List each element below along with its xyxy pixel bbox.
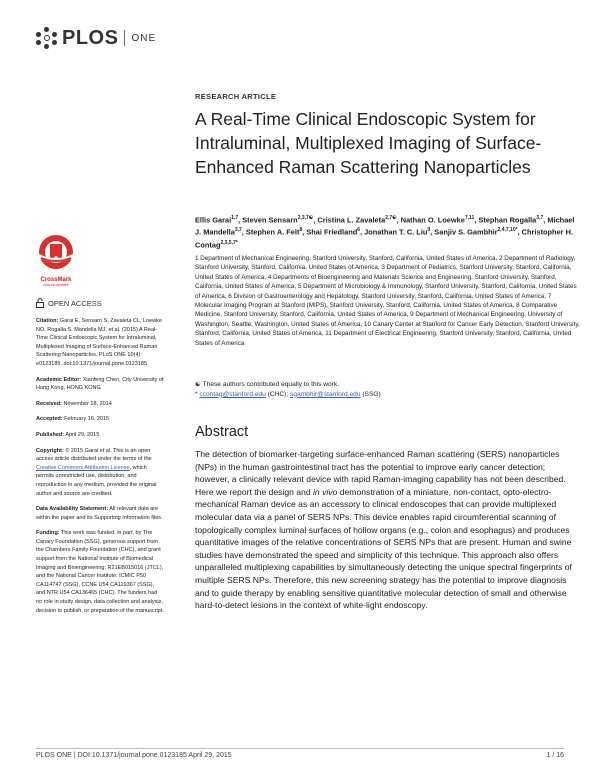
- copyright-label: Copyright:: [36, 447, 64, 454]
- article-title: A Real-Time Clinical Endoscopic System for Intraluminal, Multiplexed Imaging of Surface-Enhanced Raman Scattering Nanoparticles: [195, 109, 542, 177]
- published-date: [36, 431, 164, 440]
- corresponding-emails: [195, 390, 575, 400]
- plos-dots-icon: [36, 27, 58, 49]
- page-number: 1 / 16: [546, 752, 564, 759]
- open-access-label: OPEN ACCESS: [48, 298, 102, 308]
- funding: [36, 529, 164, 615]
- accepted-label: Accepted:: [36, 416, 63, 423]
- data-availability: [36, 505, 164, 522]
- logo-text: PLOS: [62, 26, 119, 49]
- author-notes: [195, 380, 575, 399]
- copyright-text-2: , which permits unrestricted use, distribution, and reproduction in any medium, provided the original author and source are credited.: [36, 464, 157, 497]
- open-lock-icon: [36, 298, 44, 308]
- article-type: RESEARCH ARTICLE: [195, 92, 277, 101]
- copyright: [36, 447, 164, 499]
- author-affiliation-sup: 1,7: [231, 215, 239, 221]
- abstract-text-1: The detection of biomarker-targeting surface-enhanced Raman scattering (SERS) nanoparticles (NPs) in the human gastrointestinal tract has the potential to improve early cancer detection; however, a clinically relevant device with rapid Raman-imaging capability has not been described. Here we report the design and: [195, 449, 566, 497]
- cc-license-link[interactable]: Creative Commons Attribution License: [36, 464, 130, 471]
- author-name: Steven Sensarn: [242, 215, 298, 225]
- author-name: Stephan Rogalla: [478, 215, 537, 225]
- author-affiliation-sup: 2,3,5,7*: [220, 239, 238, 246]
- received-date: [36, 400, 164, 409]
- author-name: Christopher H. Contag: [195, 227, 573, 250]
- logo-divider: [124, 30, 125, 46]
- author-name: Ellis Garai: [195, 215, 232, 225]
- author-name: Cristina L. Zavaleta: [317, 215, 386, 225]
- author-name: Michael J. Mandella: [195, 215, 575, 237]
- editor-label: Academic Editor:: [36, 376, 82, 383]
- funding-text: This work was funded, in part, by The Canary Foundation (SSG), generous support from the Chambers Family Foundation (CHC), and grant support from the National Institute of Biomedical Imaging and Bioengineering: R21EB015016 (JTCL), and the National Cancer Institute: ICMIC P50 CA114747 (SSG), CCNE U54 CA119367 (SSG), and NTR U54 CA136465 (CHC). The funders had no role in study design, data collection and analysis, decision to publish, or preparation of the manuscript.: [36, 530, 164, 614]
- crossmark-label: CrossMark: [40, 277, 72, 283]
- asterisk: *: [195, 390, 200, 398]
- author-affiliation-sup: 7,11: [464, 215, 475, 221]
- published-label: Published:: [36, 431, 65, 438]
- affiliations: 1 Department of Mechanical Engineering, Stanford University, Stanford, California, United States of America, 2 Department of Radiology, Stanford University, Stanford, California, United States of America, 3 Department of Pediatrics, Stanford University, Stanford, California, United States of America, 4 Departments of Bioengineering and Materials Science and Engineering, Stanford University, Stanford, California, United States of America, 5 Department of Microbiology & Immunology, Stanford University, Stanford, California, United States of America, 6 Division of Gastroenterology and Hepatology, Stanford University, Stanford, California, United States of America, 7 Molecular Imaging Program at Stanford (MIPS), Stanford University, Stanford, California, United States of America, 8 Comparative Medicine, Stanford University, Stanford, California, United States of America, 9 Department of Mechanical Engineering, University of Washington, Seattle, Washington, United States of America, 10 Canary Center at Stanford for Cancer Early Detection, Stanford University, Stanford, California, United States of America, 11 Department of Electrical Engineering, Stanford University, Stanford, California, United States of America: [195, 255, 580, 347]
- author-affiliation-sup: 2,3,7☯: [297, 215, 314, 221]
- crossmark-icon: [36, 232, 76, 276]
- crossmark-badge[interactable]: [36, 232, 76, 288]
- email-link-gambhir[interactable]: sgambhir@stanford.edu: [290, 390, 361, 398]
- author-name: Sanjiv S. Gambhir: [434, 227, 498, 237]
- author-name: Stephen A. Felt: [245, 227, 300, 237]
- email1-suffix: (CHC);: [265, 390, 291, 398]
- received-label: Received:: [36, 400, 62, 407]
- accepted-date: [36, 415, 164, 424]
- article-metadata: [36, 317, 164, 622]
- academic-editor: [36, 376, 164, 393]
- abstract-body: [195, 448, 577, 612]
- author-affiliation-sup: 6: [357, 227, 361, 234]
- abstract-italic: in vivo: [313, 486, 338, 497]
- footer-divider: [36, 748, 564, 749]
- accepted-text: February 16, 2015: [62, 416, 110, 423]
- citation-label: Citation:: [36, 318, 59, 324]
- abstract-heading: Abstract: [195, 424, 249, 440]
- author-affiliation-sup: 2,4,7,10*: [497, 227, 518, 234]
- published-text: April 29, 2015: [64, 431, 100, 438]
- copyright-text-1: © 2015 Garai et al. This is an open access article distributed under the terms of the: [36, 447, 152, 463]
- journal-name: ONE: [131, 32, 157, 44]
- author-name: Nathan O. Loewke: [400, 215, 465, 225]
- email2-suffix: (SSG): [360, 390, 381, 398]
- author-name: Jonathan T. C. Liu: [364, 227, 428, 237]
- footer-citation: PLOS ONE | DOI:10.1371/journal.pone.0123185 April 29, 2015: [36, 752, 232, 759]
- equal-contribution-note: ☯ These authors contributed equally to this work.: [195, 381, 339, 388]
- author-affiliation-sup: 8: [299, 227, 303, 234]
- citation-text: Garai E, Sensarn S, Zavaleta CL, Loewke NO, Rogalla S, Mandella MJ, et al. (2015) A Real-Time Clinical Endoscopic System for Intraluminal, Multiplexed Imaging of Surface-Enhanced Raman Scattering Nanoparticles. PLoS ONE 10(4): e0123185. doi:10.1371/journal.pone.0123185: [36, 318, 162, 367]
- received-text: November 18, 2014: [62, 400, 112, 407]
- data-text: All relevant data are within the paper and its Supporting Information files.: [36, 506, 163, 521]
- author-name: Shai Friedland: [306, 227, 358, 237]
- author-affiliation-sup: 2,7☯: [385, 215, 397, 221]
- author-affiliation-sup: 3,7: [234, 227, 242, 234]
- data-label: Data Availability Statement:: [36, 506, 109, 513]
- editor-text: Xianfeng Chen, City University of Hong Kong, HONG KONG: [36, 376, 164, 392]
- author-list: Ellis Garai$^{1,7}$, Steven Sensarn$^{2,3,7☯}$, Cristina L. Zavaleta$^{2,7☯}$, Nathan O. Loewke$^{7,11}$, Stephan Rogalla$^{3,7}$, Michael J. Mandella$^{3,7}$, Stephen A. Felt$^8$, Shai Friedland$^6$, Jonathan T. C. Liu$^9$, Sanjiv S. Gambhir$^{2,4,7,10*}$, Christopher H. Contag$^{2,3,5,7*}$: [195, 215, 575, 250]
- citation: [36, 317, 164, 369]
- crossmark-sub: click for updates: [43, 283, 69, 287]
- author-affiliation-sup: 3,7: [536, 215, 544, 221]
- funding-label: Funding:: [36, 530, 60, 537]
- email-link-contag[interactable]: ccontag@stanford.edu: [199, 390, 266, 398]
- author-affiliation-sup: 9: [427, 227, 431, 234]
- plos-one-logo[interactable]: [36, 26, 156, 50]
- abstract-text-2: demonstration of a miniature, non-contact, opto-electro-mechanical Raman device as an accessory to clinical endoscopes that can provide multiplexed molecular data via a panel of SERS NPs. This device enables rapid circumferential scanning of topologically complex luminal surfaces of hollow organs (e.g., colon and esophagus) and produces quantitative images of the relative concentrations of SERS NPs that are present. Human and swine studies have demonstrated the speed and simplicity of this technique. This approach also offers unparalleled multiplexing capabilities by simultaneously detecting the unique spectral fingerprints of multiple SERS NPs. Therefore, this new screening strategy has the potential to improve diagnosis and to guide therapy by enabling sensitive quantitative molecular detection of small and otherwise hard-to-detect lesions in the context of white-light endoscopy.: [195, 486, 572, 611]
- page-footer: [36, 752, 564, 759]
- open-access: [36, 298, 102, 308]
